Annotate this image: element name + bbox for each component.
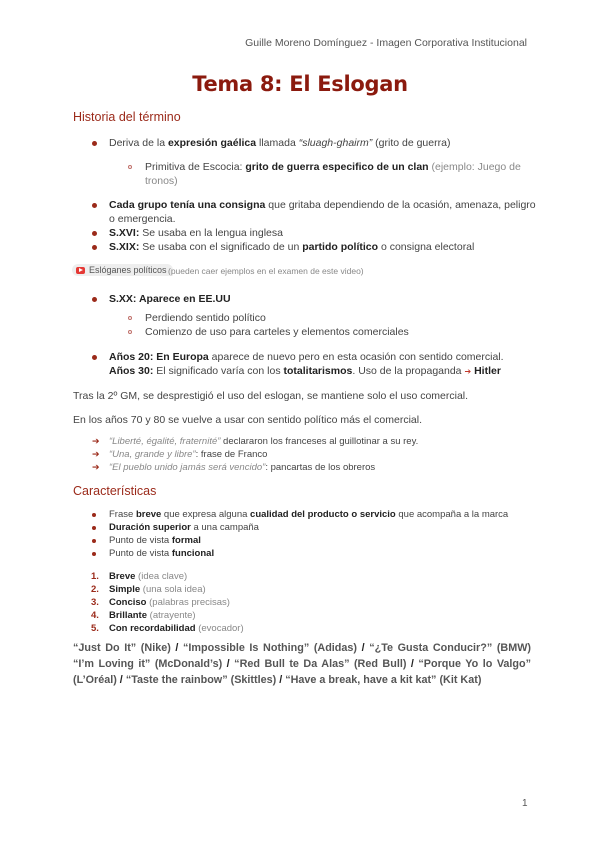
bullet-icon — [92, 526, 96, 530]
chip-note: (pueden caer ejemplos en el examen de este video) — [168, 266, 364, 276]
youtube-icon — [76, 267, 85, 274]
bullet-icon — [92, 141, 97, 146]
bullet-icon — [92, 355, 97, 360]
bullet-icon — [92, 552, 96, 556]
bullet-icon — [92, 513, 96, 517]
paragraph: Tras la 2º GM, se desprestigió el uso del eslogan, se mantiene solo el uso comercial. — [73, 390, 469, 402]
section-heading-historia: Historia del término — [73, 110, 181, 124]
paragraph: En los años 70 y 80 se vuelve a usar con sentido político más el comercial. — [73, 414, 423, 426]
arrow-icon: ➔ — [464, 367, 472, 376]
slogan-examples: “Just Do It” (Nike) / “Impossible Is Nothing” (Adidas) / “¿Te Gusta Conducir?” (BMW) “I’m Loving it” (McDonald’s) / “Red Bull te Da Alas” (Red Bull) / “Porque Yo lo Valgo” (L’Oréal) / “Taste the rainbow” (Skittles) / “Have a break, have a kit kat” (Kit Kat) — [73, 642, 532, 686]
bullet-icon — [92, 203, 97, 208]
page-number: 1 — [522, 798, 528, 809]
bullet-icon — [92, 231, 97, 236]
bullet-icon — [92, 297, 97, 302]
page-title: Tema 8: El Eslogan — [192, 72, 408, 96]
circle-bullet-icon — [128, 316, 132, 320]
arrow-right-icon: ➔ — [92, 462, 100, 472]
arrow-right-icon: ➔ — [92, 436, 100, 446]
bullet-icon — [92, 539, 96, 543]
arrow-right-icon: ➔ — [92, 449, 100, 459]
document-header: Guille Moreno Domínguez - Imagen Corporativa Institucional — [245, 37, 527, 49]
circle-bullet-icon — [128, 330, 132, 334]
circle-bullet-icon — [128, 165, 132, 169]
video-link-chip[interactable]: Eslóganes políticos — [72, 264, 173, 276]
bullet-icon — [92, 245, 97, 250]
section-heading-caracteristicas: Características — [73, 484, 157, 498]
